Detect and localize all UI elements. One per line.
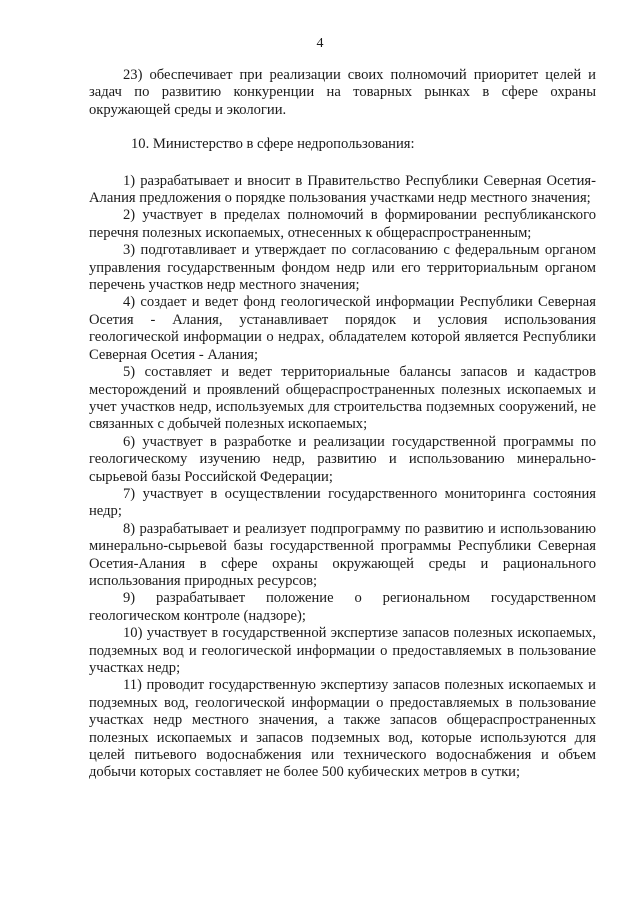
list-item: 4) создает и ведет фонд геологической информации Республики Северная Осетия - Алания, устанавливает порядок и условия использования геологической информации о недрах, обладателем которой является Республики Северная Осетия - Алания; <box>89 294 596 363</box>
list-item: 2) участвует в пределах полномочий в формировании республиканского перечня полезных ископаемых, отнесенных к общераспространенным; <box>89 207 596 241</box>
list-item: 1) разрабатывает и вносит в Правительство Республики Северная Осетия-Алания предложения о порядке пользования участками недр местного значения; <box>89 172 596 207</box>
page-number: 4 <box>316 36 324 51</box>
list-item: 9) разрабатывает положение о региональном государственном геологическом контроле (надзоре); <box>89 590 596 624</box>
list-item: 11) проводит государственную экспертизу запасов полезных ископаемых и подземных вод, геологической информации о предоставляемых в пользование участках недр местного значения, а также запасов общераспространенных полезных ископаемых и запасов подземных вод, которые используются для целей питьевого водоснабжения или технического водоснабжения и объем добычи которых составляет не более 500 кубических метров в сутки; <box>89 677 596 781</box>
list-item: 6) участвует в разработке и реализации государственной программы по геологическому изучению недр, развитию и использованию минерально-сырьевой базы Российской Федерации; <box>89 433 596 485</box>
section-heading: 10. Министерство в сфере недропользования: <box>131 136 415 153</box>
list-item: 8) разрабатывает и реализует подпрограмму по развитию и использованию минерально-сырьевой базы государственной программы Республики Северная Осетия-Алания в сфере охраны окружающей среды и рационального использования природных ресурсов; <box>89 520 596 589</box>
list-item: 7) участвует в осуществлении государственного мониторинга состояния недр; <box>89 485 596 520</box>
document-body <box>89 67 596 782</box>
list-item: 10) участвует в государственной экспертизе запасов полезных ископаемых, подземных вод и геологической информации о предоставляемых в пользование участках недр; <box>89 625 596 676</box>
intro-paragraph: 23) обеспечивает при реализации своих полномочий приоритет целей и задач по развитию конкуренции на товарных рынках в сфере охраны окружающей среды и экологии. <box>89 67 596 118</box>
list-item: 3) подготавливает и утверждает по согласованию с федеральным органом управления государственным фондом недр или его территориальным органом перечень участков недр местного значения; <box>89 242 596 294</box>
list-item: 5) составляет и ведет территориальные балансы запасов и кадастров месторождений и проявлений общераспространенных полезных ископаемых и учет участков недр, используемых для строительства подземных сооружений, не связанных с добычей полезных ископаемых; <box>89 364 596 433</box>
